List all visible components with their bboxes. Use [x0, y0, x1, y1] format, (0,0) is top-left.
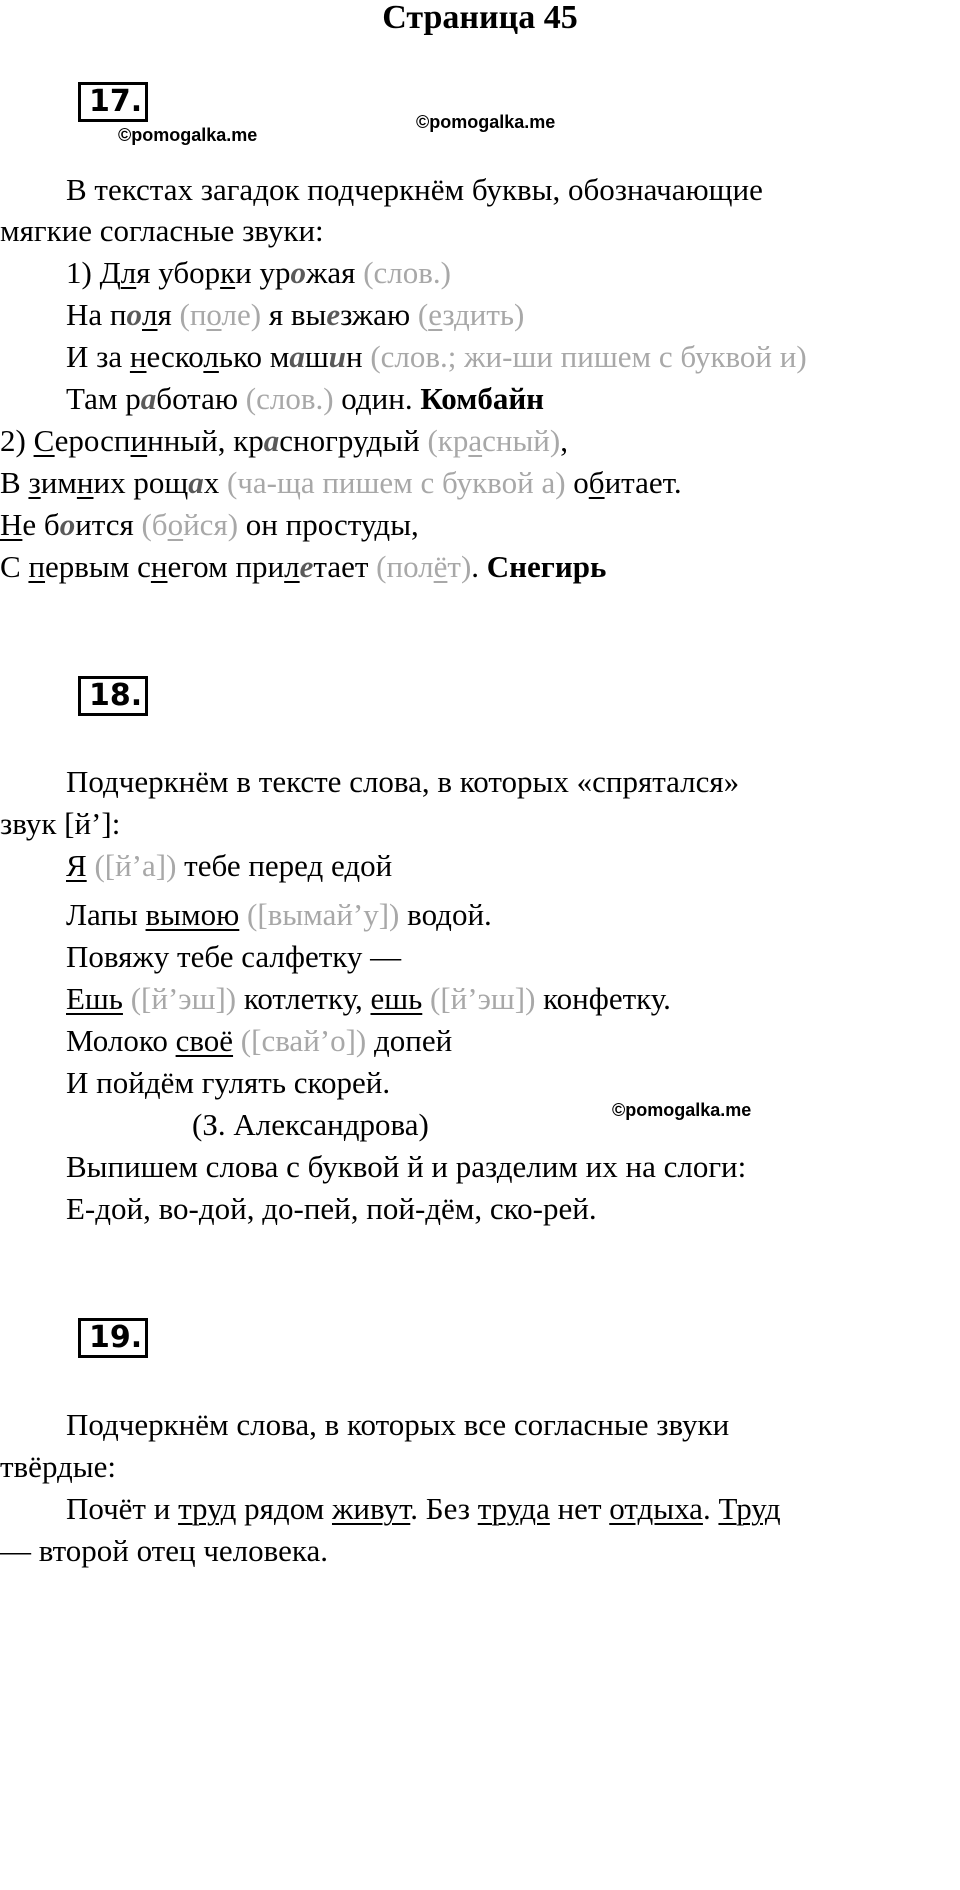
task18-intro-line2: звук [й’]:	[0, 806, 121, 841]
task17-intro-line1: В текстах загадок подчеркнём буквы, обозначающие	[66, 172, 763, 207]
riddle-line: С первым снегом прилетает (полёт). Снегирь	[0, 549, 607, 584]
watermark: ©pomogalka.me	[416, 112, 556, 132]
task19-intro-line2: твёрдые:	[0, 1449, 117, 1484]
poem-line: И пойдём гулять скорей.	[66, 1065, 391, 1100]
riddle-answer: Снегирь	[486, 549, 607, 584]
task18-answer: Е-дой, во-дой, до-пей, пой-дём, ско-рей.	[66, 1191, 597, 1226]
riddle-line: 2) Сероспинный, красногрудый (красный),	[0, 423, 568, 458]
task18-instruction: Выпишем слова с буквой й и разделим их на слоги:	[66, 1149, 747, 1184]
riddle-line: На поля (поле) я выезжаю (ездить)	[66, 297, 525, 332]
task19-intro-line1: Подчеркнём слова, в которых все согласные звуки	[66, 1407, 730, 1442]
page-title: Страница 45	[382, 0, 578, 36]
poem-line: Молоко своё ([свай’о]) допей	[66, 1023, 453, 1058]
task-number-dot: .	[130, 678, 143, 713]
riddle-line: Не боится (бойся) он простуды,	[0, 507, 419, 542]
riddle-line: Там работаю (слов.) один. Комбайн	[66, 381, 545, 416]
task-number-label: 18	[89, 678, 131, 713]
poem-line: Я ([й’а]) тебе перед едой	[66, 848, 393, 883]
task-number-dot: .	[130, 84, 143, 119]
watermark: ©pomogalka.me	[118, 125, 258, 145]
task18-intro-line1: Подчеркнём в тексте слова, в которых «спрятался»	[66, 764, 740, 799]
riddle-line: И за несколько машин (слов.; жи-ши пишем с буквой и)	[66, 339, 807, 374]
task-number-18	[78, 676, 148, 716]
poem-line: Лапы вымою ([вымай’у]) водой.	[66, 897, 492, 932]
riddle-answer: Комбайн	[420, 381, 545, 416]
task17-intro-line2: мягкие согласные звуки:	[0, 213, 324, 248]
task-number-17	[78, 82, 148, 122]
task-number-label: 17	[89, 84, 131, 119]
poem-line: Повяжу тебе салфетку —	[66, 939, 402, 974]
riddle-line: 1) Для уборки урожая (слов.)	[66, 255, 451, 290]
watermark: ©pomogalka.me	[612, 1100, 752, 1120]
task-number-dot: .	[130, 1320, 143, 1355]
proverb-line: Почёт и труд рядом живут. Без труда нет отдыха. Труд	[66, 1491, 781, 1526]
proverb-line-2: — второй отец человека.	[0, 1533, 328, 1568]
riddle-line: В зимних рощах (ча-ща пишем с буквой а) обитает.	[0, 465, 682, 500]
poem-line: Ешь ([й’эш]) котлетку, ешь ([й’эш]) конфетку.	[66, 981, 671, 1016]
task-number-19	[78, 1318, 148, 1358]
task-number-label: 19	[89, 1320, 131, 1355]
poem-author: (З. Александрова)	[192, 1107, 429, 1142]
